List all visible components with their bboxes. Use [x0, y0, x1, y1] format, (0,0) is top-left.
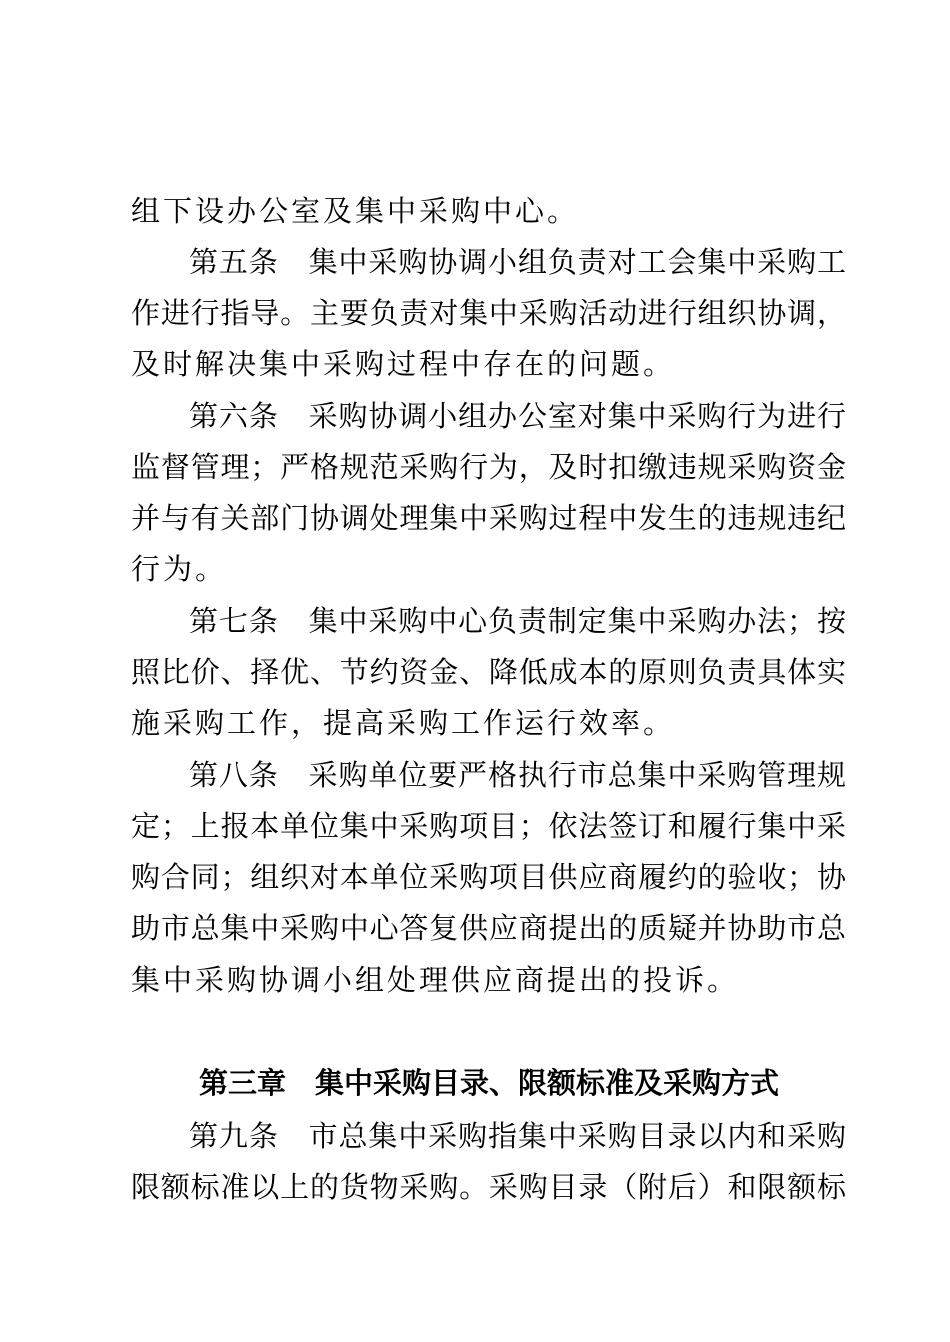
text-line: [0, 185, 950, 237]
text-line: [0, 441, 950, 493]
chapter-title: 第三章 集中采购目录、限额标准及采购方式: [199, 1066, 780, 1100]
line-text: 第八条 采购单位要严格执行市总集中采购管理规: [189, 758, 847, 792]
line-text: 集中采购协调小组处理供应商提出的投诉。: [131, 963, 740, 997]
article-9-start: [0, 1110, 950, 1162]
text-line: [0, 646, 950, 698]
article-6-start: [0, 390, 950, 442]
line-text: 第五条 集中采购协调小组负责对工会集中采购工: [189, 245, 847, 279]
line-text: 定；上报本单位集中采购项目；依法签订和履行集中采: [131, 809, 847, 843]
line-text: 照比价、择优、节约资金、降低成本的原则负责具体实: [131, 655, 847, 689]
line-text: 并与有关部门协调处理集中采购过程中发生的违规违纪: [131, 501, 847, 535]
text-line: [0, 492, 950, 544]
text-line: [0, 1161, 950, 1213]
line-text: 监督管理；严格规范采购行为，及时扣缴违规采购资金: [131, 450, 847, 484]
line-text: 组下设办公室及集中采购中心。: [131, 194, 580, 228]
text-line: [0, 697, 950, 749]
text-line: [0, 543, 950, 595]
line-text: 限额标准以上的货物采购。采购目录（附后）和限额标: [131, 1170, 847, 1204]
article-5-start: [0, 236, 950, 288]
line-text: 第九条 市总集中采购指集中采购目录以内和采购: [189, 1119, 847, 1153]
line-text: 作进行指导。主要负责对集中采购活动进行组织协调，: [131, 296, 847, 330]
line-text: 购合同；组织对本单位采购项目供应商履约的验收；协: [131, 860, 847, 894]
chapter-heading: [0, 1057, 950, 1109]
line-text: 第六条 采购协调小组办公室对集中采购行为进行: [189, 399, 847, 433]
article-7-start: [0, 595, 950, 647]
line-text: 第七条 集中采购中心负责制定集中采购办法；按: [189, 604, 847, 638]
line-text: 及时解决集中采购过程中存在的问题。: [131, 347, 676, 381]
line-text: 助市总集中采购中心答复供应商提出的质疑并协助市总: [131, 911, 847, 945]
text-line: [0, 800, 950, 852]
line-text: 施采购工作，提高采购工作运行效率。: [131, 706, 676, 740]
line-text: 行为。: [131, 552, 228, 586]
text-line: [0, 338, 950, 390]
text-line: [0, 902, 950, 954]
text-line: [0, 954, 950, 1006]
text-line: [0, 287, 950, 339]
article-8-start: [0, 749, 950, 801]
text-line: [0, 851, 950, 903]
